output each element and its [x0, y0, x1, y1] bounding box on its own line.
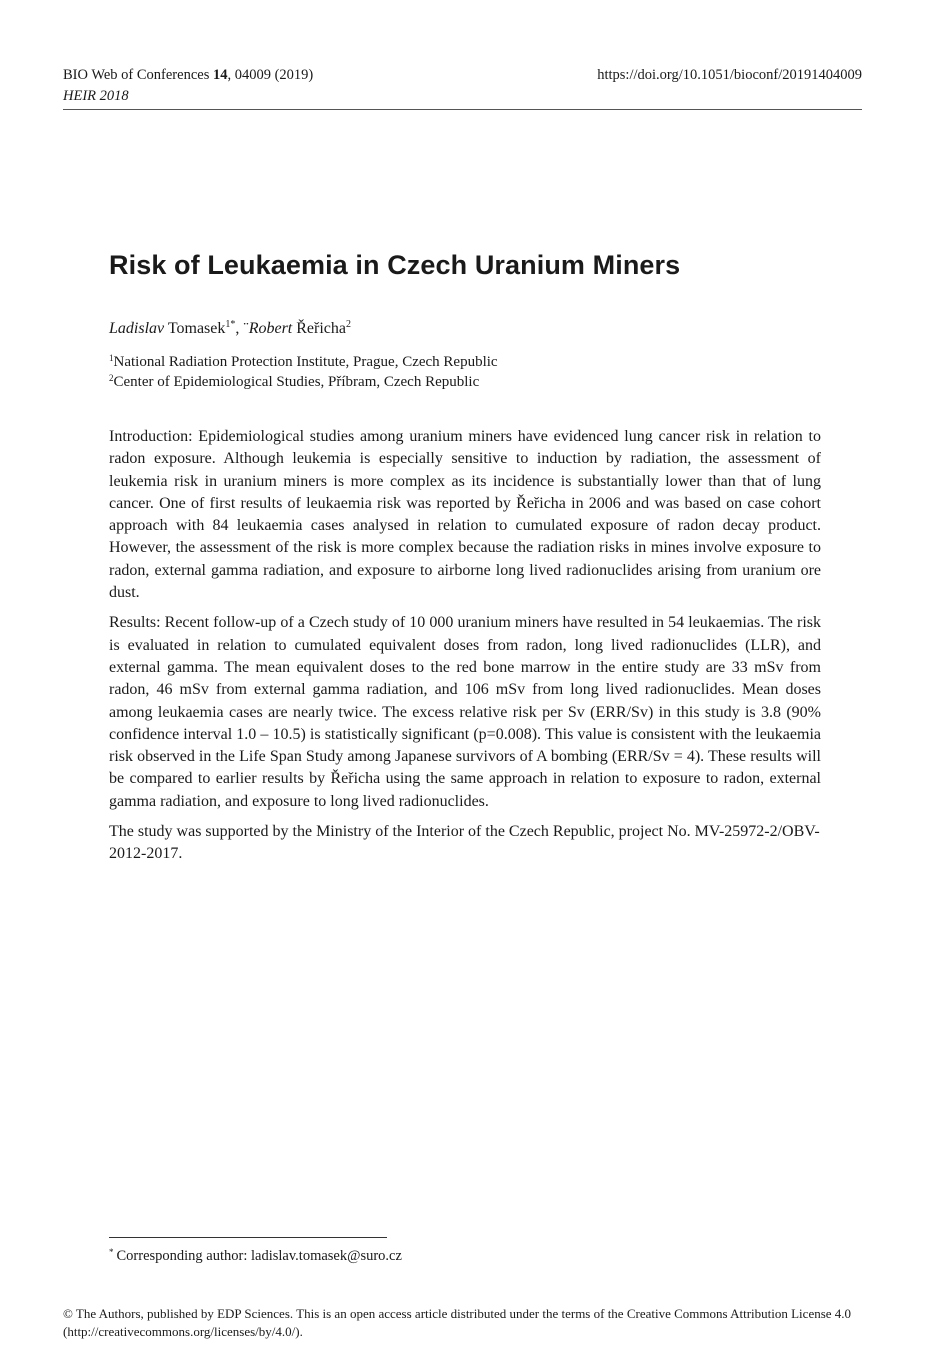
author-1-affiliation-mark: 1*	[225, 319, 236, 330]
affiliation-2-number: 2	[109, 373, 114, 383]
affiliation-2	[109, 372, 479, 392]
author-2-family-name: Řeřicha	[292, 320, 346, 337]
header-divider	[63, 109, 862, 110]
author-1-given-name: Ladislav	[109, 320, 165, 337]
session-name: HEIR 2018	[63, 88, 129, 104]
author-line	[109, 320, 351, 338]
footnote-divider	[109, 1237, 387, 1238]
introduction-paragraph: Introduction: Epidemiological studies among uranium miners have evidenced lung cancer risk in relation to radon exposure. Although leukemia is especially sensitive to induction by radiation, the assessment of leukemia risk in uranium miners is more complex as its incidence is substantially lower than that of lung cancer. One of first results of leukaemia risk was reported by Řeřicha in 2006 and was based on case cohort approach with 84 leukaemia cases analysed in relation to cumulated exposure of radon decay product. However, the assessment of the risk is more complex because the radiation risks in mines involve exposure to radon, external gamma radiation, and exposure to airborne long lived radionuclides arising from uranium ore dust.	[109, 428, 821, 602]
abstract-body	[109, 426, 821, 874]
funding-paragraph: The study was supported by the Ministry of the Interior of the Czech Republic, project No. MV-25972-2/OBV-2012-2017.	[109, 823, 820, 863]
journal-name: BIO Web of Conferences	[63, 67, 213, 83]
footnote-mark: *	[109, 1247, 114, 1257]
journal-volume: 14	[212, 67, 228, 83]
author-2-given-name: Robert	[248, 320, 293, 337]
license-notice: © The Authors, published by EDP Sciences. This is an open access article distributed under the terms of the Creative Commons Attribution License 4.0 (http://creativecommons.org/licenses/by/4.0/).	[63, 1306, 852, 1339]
paper-title: Risk of Leukaemia in Czech Uranium Miners	[109, 250, 681, 280]
affiliation-1-text: National Radiation Protection Institute, Prague, Czech Republic	[113, 354, 498, 370]
affiliation-2-text: Center of Epidemiological Studies, Příbram, Czech Republic	[113, 374, 480, 390]
corresponding-author-footnote	[109, 1248, 402, 1265]
affiliation-1-number: 1	[109, 353, 114, 363]
affiliation-1	[109, 352, 498, 372]
journal-citation	[63, 65, 313, 86]
author-separator: , ¨	[235, 320, 249, 337]
article-number: , 04009 (2019)	[227, 67, 314, 83]
author-1-family-name: Tomasek	[164, 320, 226, 337]
author-2-affiliation-mark: 2	[346, 319, 351, 330]
results-paragraph: Results: Recent follow-up of a Czech study of 10 000 uranium miners have resulted in 54 leukaemias. The risk is evaluated in relation to cumulated equivalent doses from radon, long lived radionuclides (LLR), and external gamma. The mean equivalent doses to the red bone marrow in the entire study are 33 mSv from radon, 46 mSv from external gamma radiation, and 106 mSv from long lived radionuclides. Mean doses among leukaemia cases are nearly twice. The excess relative risk per Sv (ERR/Sv) in this study is 3.8 (90% confidence interval 1.0 – 10.5) is statistically significant (p=0.008). This value is consistent with the leukaemia risk observed in the Life Span Study among Japanese survivors of A bombing (ERR/Sv = 4). These results will be compared to earlier results by Řeřicha using the same approach in relation to exposure to radon, external gamma radiation, and exposure to long lived radionuclides.	[109, 614, 821, 810]
doi-link[interactable]: https://doi.org/10.1051/bioconf/20191404009	[597, 67, 862, 83]
footnote-text: Corresponding author: ladislav.tomasek@suro.cz	[116, 1248, 402, 1264]
